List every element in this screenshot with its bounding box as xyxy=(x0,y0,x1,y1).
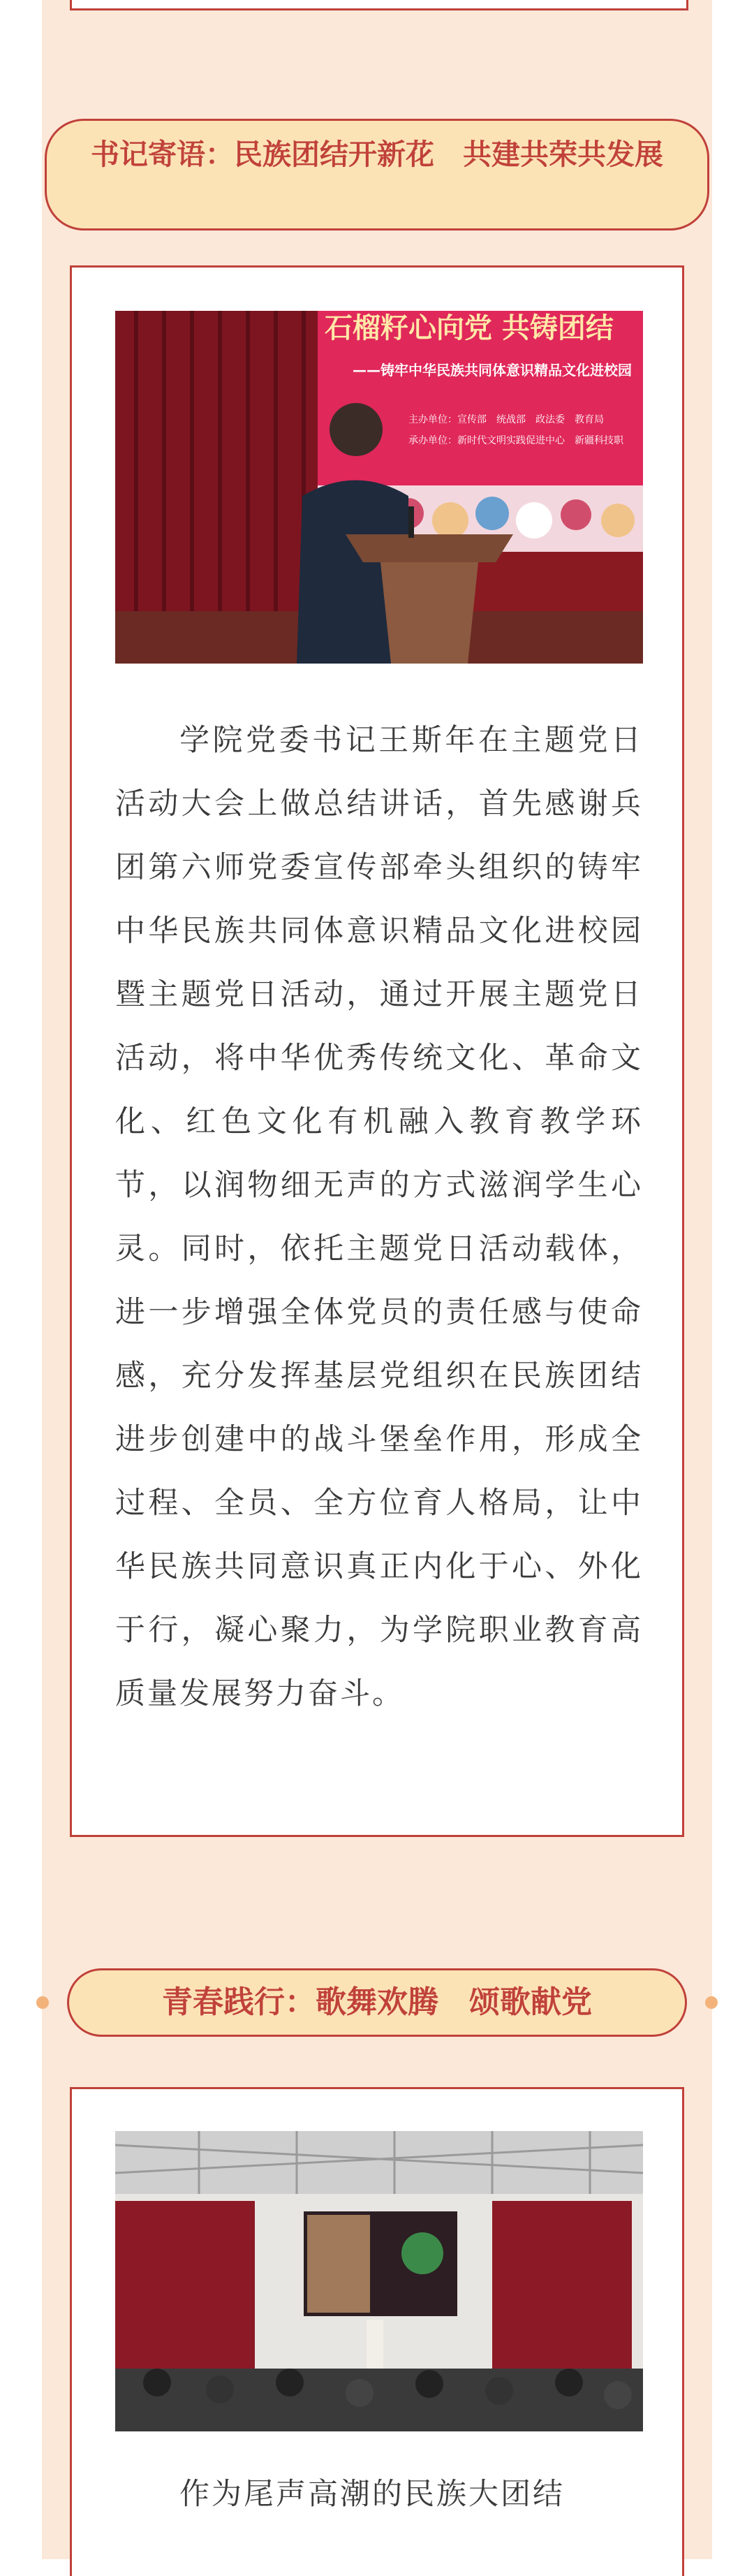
decorative-dot xyxy=(705,1996,718,2009)
content-card xyxy=(70,2087,684,2576)
banner-organizer: 承办单位：新时代文明实践促进中心 新疆科技职 xyxy=(408,435,623,446)
performance-photo xyxy=(115,2131,643,2431)
article-page xyxy=(42,0,712,2559)
banner-host: 主办单位：宣传部 统战部 政法委 教育局 xyxy=(408,414,604,425)
secretary-speech-paragraph: 学院党委书记王斯年在主题党日活动大会上做总结讲话，首先感谢兵团第六师党委宣传部牵头组织的铸牢中华民族共同体意识精品文化进校园暨主题党日活动，通过开展主题党日活动，将中华优秀传统文化、革命文化、红色文化有机融入教育教学环节，以润物细无声的方式滋润学生心灵。同时，依托主题党日活动载体，进一步增强全体党员的责任感与使命感，充分发挥基层党组织在民族团结进步创建中的战斗堡垒作用，形成全过程、全员、全方位育人格局，让中华民族共同意识真正内化于心、外化于行，凝心聚力，为学院职业教育高质量发展努力奋斗。 xyxy=(115,723,643,1711)
section-title-youth-practice: 青春践行：歌舞欢腾 颂歌献党 xyxy=(67,1968,687,2037)
banner-title: 石榴籽心向党 共铸团结 xyxy=(325,312,614,344)
section-title-secretary-message: 书记寄语：民族团结开新花 共建共荣共发展 xyxy=(45,119,709,230)
banner-subtitle: ——铸牢中华民族共同体意识精品文化进校园 xyxy=(353,362,632,379)
decorative-dot xyxy=(36,1996,49,2009)
content-card xyxy=(70,265,684,1837)
speech-photo xyxy=(115,311,643,664)
previous-card-bottom xyxy=(70,0,688,10)
performance-paragraph: 作为尾声高潮的民族大团结 xyxy=(179,2477,565,2512)
